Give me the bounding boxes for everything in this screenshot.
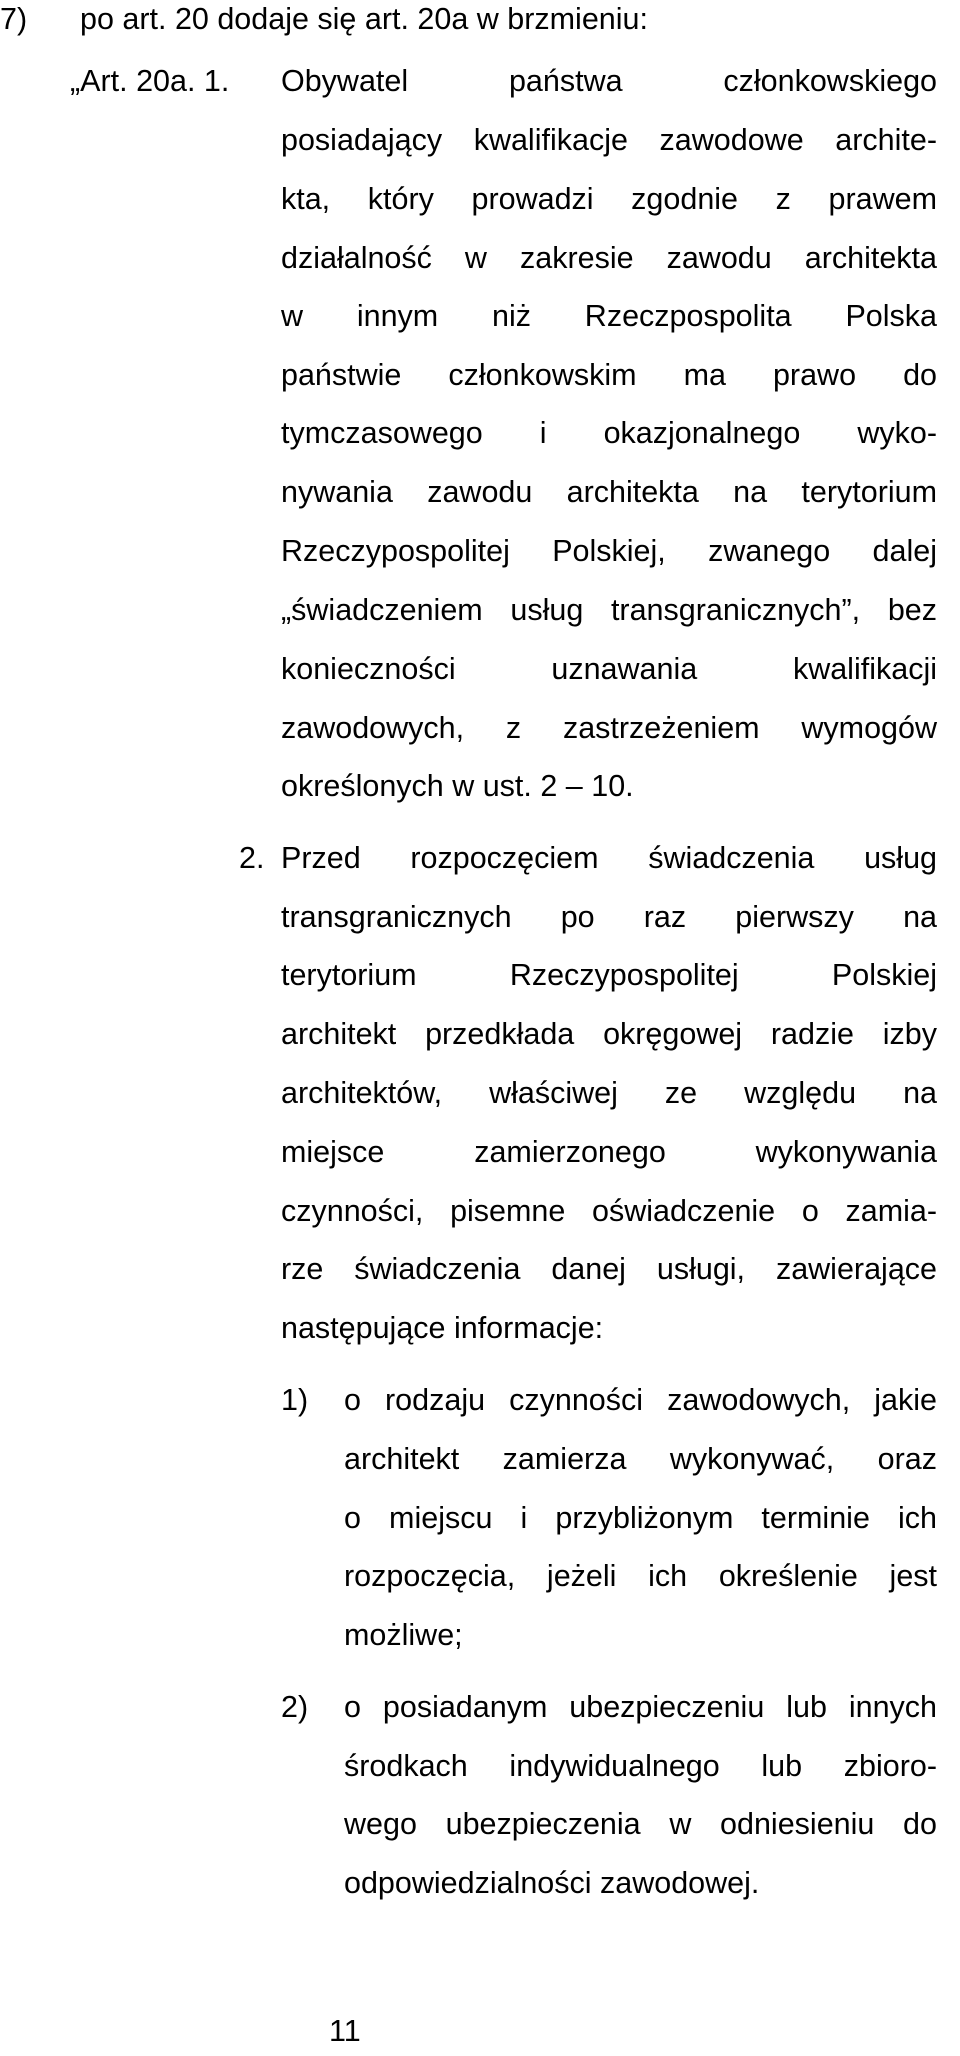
paragraph-line: następujące informacje: [281,1311,604,1345]
paragraph-line: konieczności uznawania kwalifikacji [281,652,937,686]
paragraph-line: kta, który prowadzi zgodnie z prawem [281,182,937,216]
paragraph-line: w innym niż Rzeczpospolita Polska [281,299,937,333]
paragraph-line: tymczasowego i okazjonalnego wyko- [281,416,937,450]
paragraph-line: terytorium Rzeczypospolitej Polskiej [281,958,937,992]
item-text: po art. 20 dodaje się art. 20a w brzmieniu: [80,2,648,36]
paragraph-line: „świadczeniem usług transgranicznych”, bez [281,593,937,627]
paragraph-line: czynności, pisemne oświadczenie o zamia- [281,1194,937,1228]
point-number: 1) [281,1383,309,1417]
point-line: odpowiedzialności zawodowej. [344,1866,760,1900]
point-line: o miejscu i przybliżonym terminie ich [344,1501,937,1535]
paragraph-line: zawodowych, z zastrzeżeniem wymogów [281,711,937,745]
paragraph-line: rze świadczenia danej usługi, zawierające [281,1252,937,1286]
point-line: o rodzaju czynności zawodowych, jakie [344,1383,937,1417]
article-heading: „Art. 20a. 1. [70,64,230,98]
paragraph-line: architekt przedkłada okręgowej radzie izby [281,1017,937,1051]
paragraph-line: określonych w ust. 2 – 10. [281,769,634,803]
point-line: architekt zamierza wykonywać, oraz [344,1442,937,1476]
paragraph-line: państwie członkowskim ma prawo do [281,358,937,392]
point-line: wego ubezpieczenia w odniesieniu do [344,1807,937,1841]
page-number: 11 [329,2014,361,2048]
paragraph-line: posiadający kwalifikacje zawodowe archite- [281,123,937,157]
paragraph-line: nywania zawodu architekta na terytorium [281,475,937,509]
point-line: rozpoczęcia, jeżeli ich określenie jest [344,1559,937,1593]
paragraph-line: działalność w zakresie zawodu architekta [281,241,937,275]
paragraph-line: Przed rozpoczęciem świadczenia usług [281,841,937,875]
paragraph-line: Obywatel państwa członkowskiego [281,64,937,98]
paragraph-line: architektów, właściwej ze względu na [281,1076,937,1110]
point-line: możliwe; [344,1618,463,1652]
paragraph-number: 2. [239,841,265,875]
paragraph-line: miejsce zamierzonego wykonywania [281,1135,937,1169]
paragraph-line: Rzeczypospolitej Polskiej, zwanego dalej [281,534,937,568]
point-line: o posiadanym ubezpieczeniu lub innych [344,1690,937,1724]
item-number: 7) [0,2,28,36]
paragraph-line: transgranicznych po raz pierwszy na [281,900,937,934]
point-line: środkach indywidualnego lub zbioro- [344,1749,937,1783]
point-number: 2) [281,1690,309,1724]
